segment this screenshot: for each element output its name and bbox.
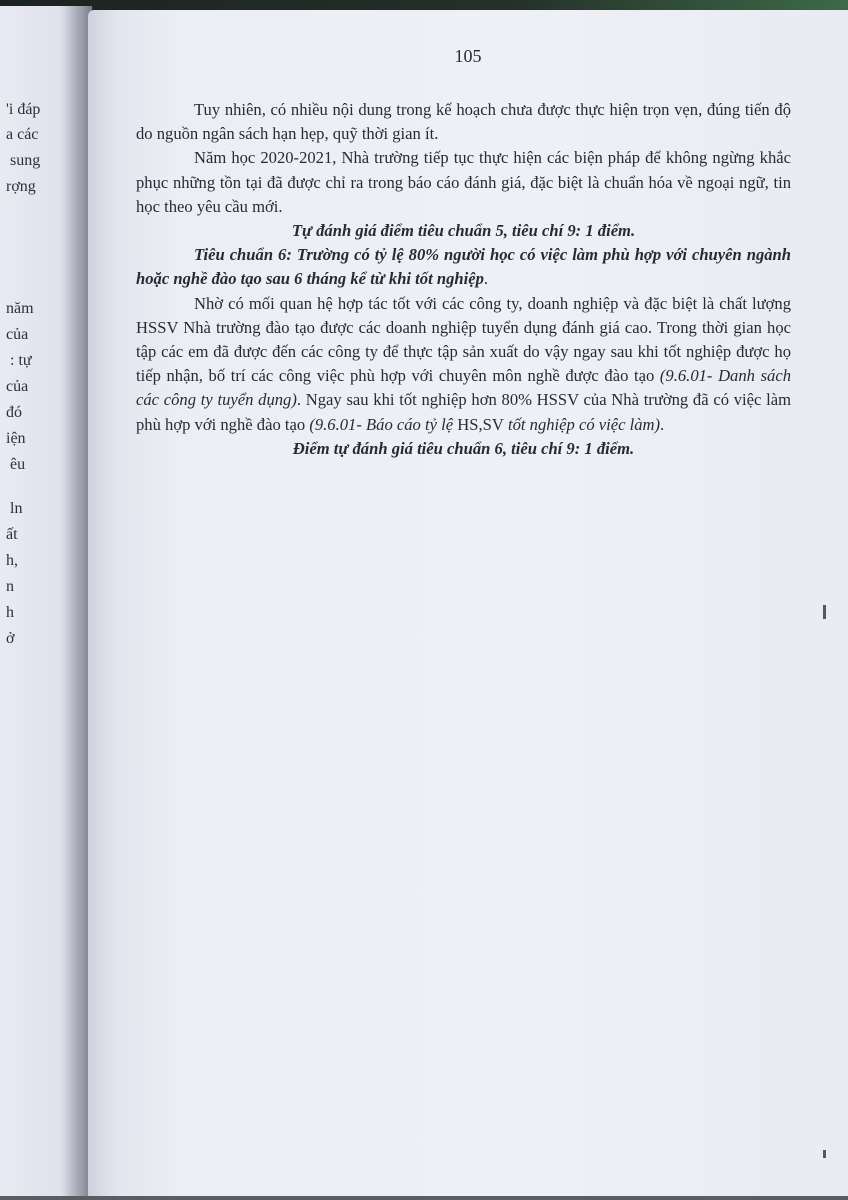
left-page-text-fragment: h [6, 604, 14, 621]
left-page-text-fragment: h, [6, 552, 18, 569]
body-paragraph [136, 98, 791, 146]
assessment-score-line [136, 219, 791, 243]
text-run: . [660, 414, 665, 434]
left-page-text-fragment: sung [10, 152, 41, 169]
body-paragraph [136, 243, 791, 291]
left-page-text-fragment: 'i đáp [6, 101, 41, 118]
text-run: . [483, 269, 489, 289]
text-run: Tự đánh giá điểm tiêu chuẩn 5, tiêu chí 9: 1 điểm. [291, 221, 636, 241]
left-page-text-fragment: iện [6, 430, 26, 447]
page-edge-mark [823, 1150, 826, 1158]
left-page-text-fragment: đó [6, 404, 22, 421]
page-edge-mark [823, 605, 826, 619]
left-page-text-fragment: ở [6, 630, 15, 647]
left-page-text-fragment: n [6, 578, 14, 595]
page-body [136, 98, 791, 461]
left-page-text-fragment: của [6, 378, 29, 395]
text-run: Nhờ có mối quan hệ hợp tác tốt với các công ty, doanh nghiệp và đặc biệt là chất lượng HSSV Nhà trường đào tạo được các doanh nghiệp tuyển dụng đánh giá cao. Trong thời gian học tập các em đã được đến các công ty để thực tập sản xuất do vậy ngay sau khi tốt nghiệp được họ tiếp nhận, bố trí các công việc phù hợp với chuyên môn nghề được đào tạo [136, 293, 791, 386]
left-page-text-fragment: : tự [10, 352, 32, 369]
left-page-text-fragment: ất [6, 526, 18, 543]
left-page-text-fragment: ln [10, 500, 23, 517]
text-run: . Ngay sau khi tốt nghiệp hơn 80% HSSV của Nhà trường đã có việc làm phù hợp với nghề đào tạo [136, 390, 792, 434]
text-run: (9.6.01- Danh sách các công ty tuyển dụng) [136, 366, 791, 410]
page-number: 105 [454, 46, 482, 66]
left-page-text-fragment: rợng [6, 178, 36, 195]
body-paragraph [136, 292, 791, 437]
left-page-text-fragment: a các [6, 126, 39, 143]
body-paragraph [136, 146, 791, 219]
assessment-score-line [136, 437, 791, 461]
text-run: Năm học 2020-2021, Nhà trường tiếp tục thực hiện các biện pháp để không ngừng khắc phục những tồn tại đã được chỉ ra trong báo cáo đánh giá, đặc biệt là chuẩn hóa về ngoại ngữ, tin học theo yêu cầu mới. [136, 148, 791, 216]
right-page [88, 10, 848, 1200]
text-run: Tiêu chuẩn 6: Trường có tỷ lệ 80% người học có việc làm phù hợp với chuyên ngành hoặc nghề đào tạo sau 6 tháng kể từ khi tốt nghiệp [136, 245, 791, 289]
text-run: (9.6.01- Báo cáo tỷ lệ [309, 414, 458, 434]
left-page-text-fragment: của [6, 326, 29, 343]
text-run: HS,SV [457, 414, 504, 434]
left-page-text-fragment: êu [10, 456, 26, 473]
text-run: tốt nghiệp có việc làm) [503, 414, 661, 434]
left-page-text-fragment: năm [6, 300, 34, 317]
text-run: Điểm tự đánh giá tiêu chuẩn 6, tiêu chí 9: 1 điểm. [292, 438, 635, 458]
text-run: Tuy nhiên, có nhiều nội dung trong kế hoạch chưa được thực hiện trọn vẹn, đúng tiến độ do nguồn ngân sách hạn hẹp, quỹ thời gian ít. [136, 100, 791, 144]
book-bottom-edge [0, 1196, 848, 1200]
